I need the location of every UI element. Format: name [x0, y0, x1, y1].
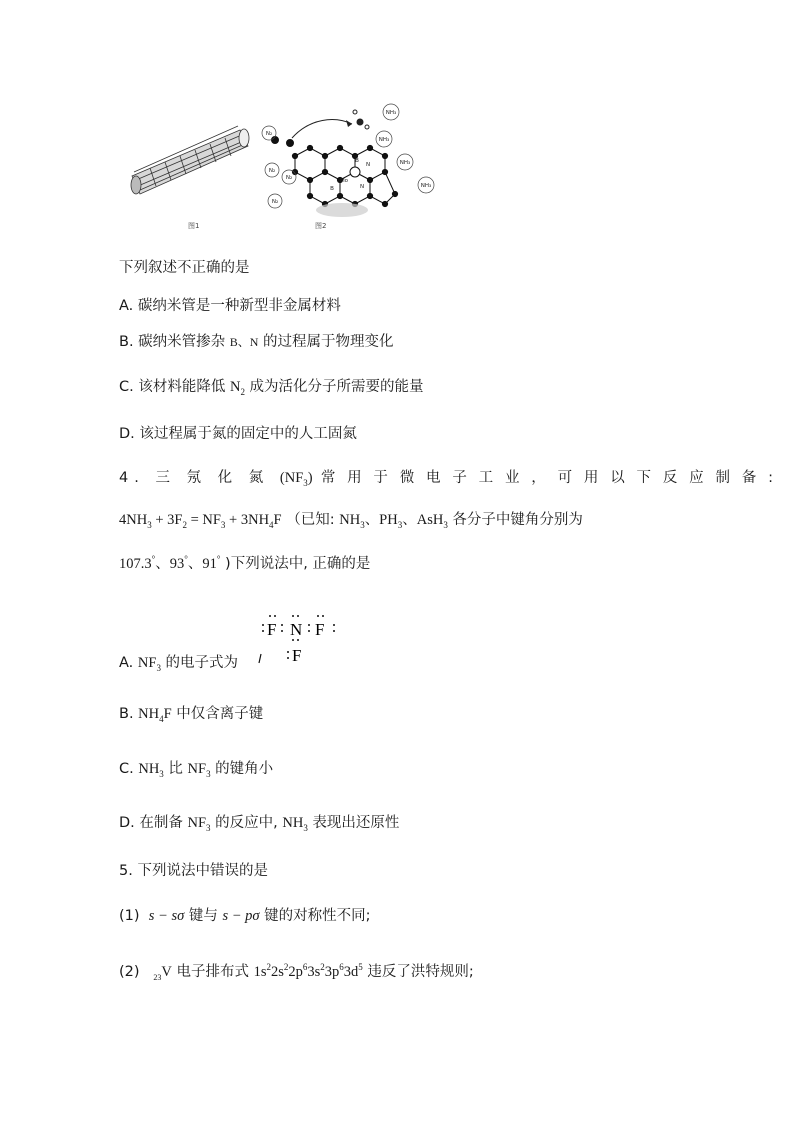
arrowhead-icon — [346, 120, 352, 127]
svg-text:Mo: Mo — [339, 178, 349, 184]
svg-text:N: N — [359, 184, 365, 190]
fig1-caption: 图1 — [188, 222, 200, 230]
q3-option-a: A. 碳纳米管是一种新型非金属材料 — [119, 298, 341, 314]
q4-option-c: C. $NH_3$ 比 $NF_3$ 的键角小 — [119, 761, 274, 779]
nf3-lewis-structure — [258, 610, 343, 665]
q4-reaction-equation: $4NH_3 + 3F_2 = NF_3 + 3NH_4F$ （已知: $NH_3$、$PH_3$、AsH$_3$ 各分子中键角分别为 — [119, 512, 583, 530]
svg-text:N₂: N₂ — [271, 199, 279, 205]
q5-stem: 5. 下列说法中错误的是 — [119, 863, 268, 879]
nitrogen-center: N — [290, 620, 303, 639]
svg-text:B: B — [355, 158, 359, 164]
nh3-product-molecule — [357, 119, 364, 126]
q4-option-a: A. $NF_3$ 的电子式为 — [119, 655, 239, 673]
doped-graphene-illustration — [272, 137, 398, 207]
reaction-arrow — [292, 120, 352, 138]
q3-option-b: B. 碳纳米管掺杂 B、N 的过程属于物理变化 — [119, 334, 394, 350]
nanotube-catalyst-figure — [120, 98, 450, 238]
shadow-blur — [316, 203, 368, 217]
q4-bond-angles: 107.3°、93°、91° )下列说法中, 正确的是 — [119, 554, 371, 572]
fluorine-right: F — [315, 620, 325, 639]
nh3-molecules — [376, 104, 434, 193]
q3-stem: 下列叙述不正确的是 — [119, 260, 250, 276]
q4-intro: 4. 三 氖 化 氮 $(NF_3)$ 常 用 于 微 电 子 工 业 ， 可 用 以 下 反 应 制 备 : — [119, 470, 777, 488]
svg-text:N₂: N₂ — [268, 168, 276, 174]
svg-text:N₂: N₂ — [285, 175, 293, 181]
q3-option-d: D. 该过程属于氮的固定中的人工固氮 — [119, 426, 357, 442]
q4-option-d: D. 在制备 $NF_3$ 的反应中, $NH_3$ 表现出还原性 — [119, 815, 400, 833]
fluorine-bottom: F — [292, 646, 302, 665]
svg-text:NH₃: NH₃ — [378, 137, 390, 143]
q3-option-c: C. 该材料能降低 $N_2$ 成为活化分子所需要的能量 — [119, 379, 424, 397]
stray-mark — [259, 654, 261, 663]
h-atom — [353, 110, 357, 114]
fluorine-left: F — [267, 620, 277, 639]
svg-text:NH₃: NH₃ — [420, 183, 432, 189]
q4-option-b: B. $NH_4F$ 中仅含离子键 — [119, 706, 264, 724]
svg-text:NH₃: NH₃ — [385, 110, 397, 116]
q5-item-1: (1) s − sσ 键与 s − pσ 键的对称性不同; — [119, 908, 371, 924]
svg-text:NH₃: NH₃ — [399, 160, 411, 166]
h-atom — [365, 125, 369, 129]
svg-text:N₂: N₂ — [265, 131, 273, 137]
n2-molecules — [262, 126, 296, 208]
svg-text:B: B — [330, 186, 334, 192]
carbon-nanotube-illustration — [131, 126, 249, 194]
svg-text:N: N — [365, 162, 371, 168]
fig2-caption: 图2 — [315, 222, 327, 230]
q5-item-2: (2) $_{23}$V 电子排布式 $1s^22s^22p^63s^23p^63d^5$ 违反了洪特规则; — [119, 962, 474, 982]
